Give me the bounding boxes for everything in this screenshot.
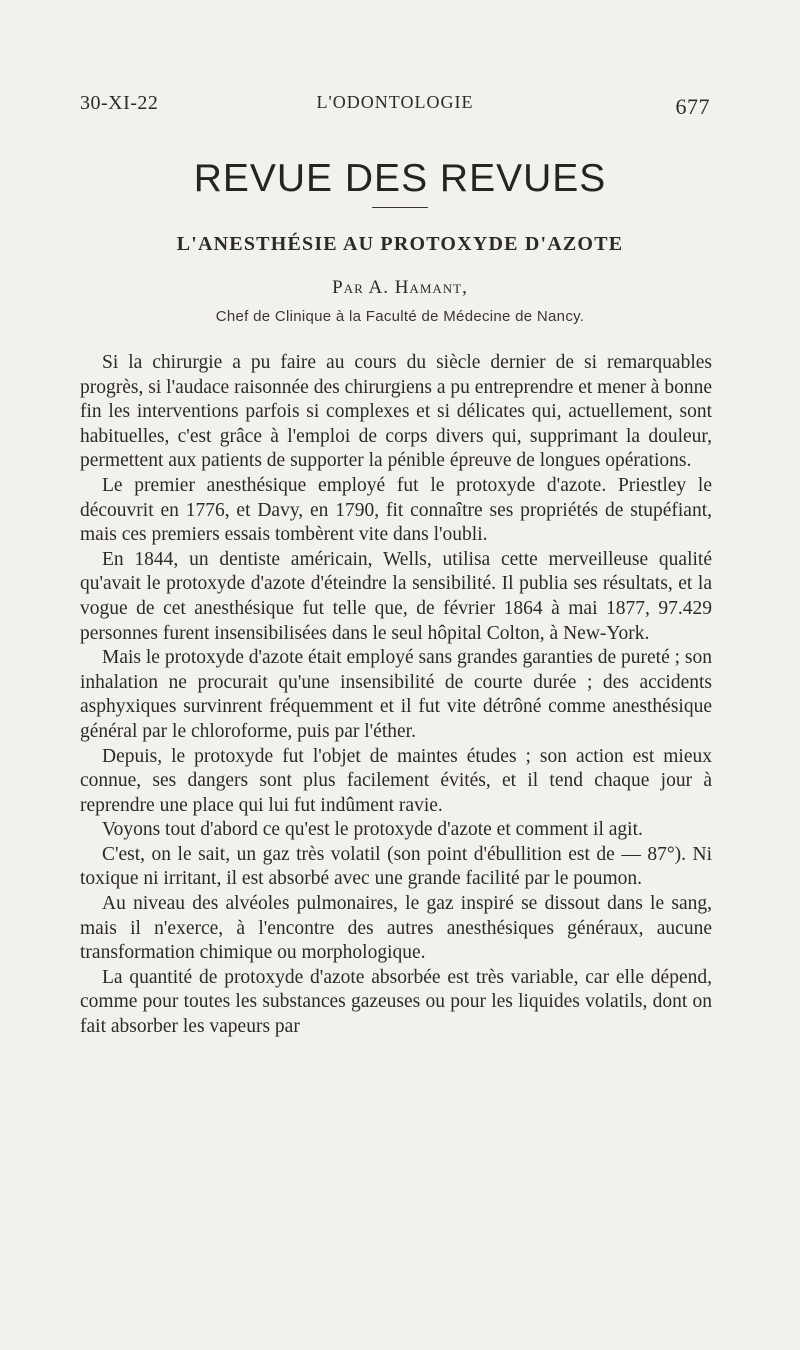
page-number: 677	[675, 94, 710, 119]
paragraph: Si la chirurgie a pu faire au cours du siècle dernier de si remarquables progrès, si l'audace raisonnée des chirurgiens a pu entreprendre et mener à bonne fin les interventions parfois si complexes et si délicates qui, actuellement, sont habituelles, c'est grâce à l'emploi de corps divers qui, supprimant la douleur, permettent aux patients de supporter la pénible épreuve de longues opérations.	[80, 352, 712, 472]
author-byline: Par A. Hamant,	[332, 277, 468, 298]
paragraph: Le premier anesthésique employé fut le protoxyde d'azote. Priestley le découvrit en 1776, et Davy, en 1790, fit connaître ses propriétés de stupéfiant, mais ces premiers essais tombèrent vite dans l'oubli.	[80, 474, 712, 546]
article-body	[80, 351, 712, 1040]
paragraph: C'est, on le sait, un gaz très volatil (son point d'ébullition est de — 87°). Ni toxique ni irritant, il est absorbé avec une grande facilité par le poumon.	[80, 843, 712, 890]
paragraph: Depuis, le protoxyde fut l'objet de maintes études ; son action est mieux connue, ses dangers sont plus facilement évités, et il tend chaque jour à reprendre une place qui lui fut indûment ravie.	[80, 745, 712, 816]
article-title: L'ANESTHÉSIE AU PROTOXYDE D'AZOTE	[176, 233, 624, 255]
paragraph: Voyons tout d'abord ce qu'est le protoxyde d'azote et comment il agit.	[102, 819, 643, 841]
section-title: REVUE DES REVUES	[193, 157, 607, 200]
paragraph: En 1844, un dentiste américain, Wells, utilisa cette merveilleuse qualité qu'avait le protoxyde d'azote d'éteindre la sensibilité. Il publia ses résultats, et la vogue de cet anesthésique fut telle que, de février 1864 à mai 1877, 97.429 personnes furent insensibilisées dans le seul hôpital Colton, à New-York.	[80, 548, 712, 644]
author-affiliation: Chef de Clinique à la Faculté de Médecine de Nancy.	[215, 308, 585, 325]
paragraph: Mais le protoxyde d'azote était employé sans grandes garanties de pureté ; son inhalation ne procurait qu'une insensibilité de courte durée ; des accidents asphyxiques survinrent fréquemment et il fut vite détrôné comme anesthésique général par le chloroforme, puis par l'éther.	[80, 647, 712, 742]
running-header	[80, 88, 710, 118]
journal-name: L'ODONTOLOGIE	[316, 92, 474, 112]
issue-date: 30-XI-22	[80, 92, 159, 114]
paragraph: La quantité de protoxyde d'azote absorbée est très variable, car elle dépend, comme pour toutes les substances gazeuses ou pour les liquides volatils, dont on fait absorber les vapeurs par	[80, 966, 712, 1038]
title-divider	[372, 207, 428, 208]
paragraph: Au niveau des alvéoles pulmonaires, le gaz inspiré se dissout dans le sang, mais il n'exerce, à l'encontre des autres anesthésiques généraux, aucune transformation chimique ou morphologique.	[80, 893, 712, 964]
